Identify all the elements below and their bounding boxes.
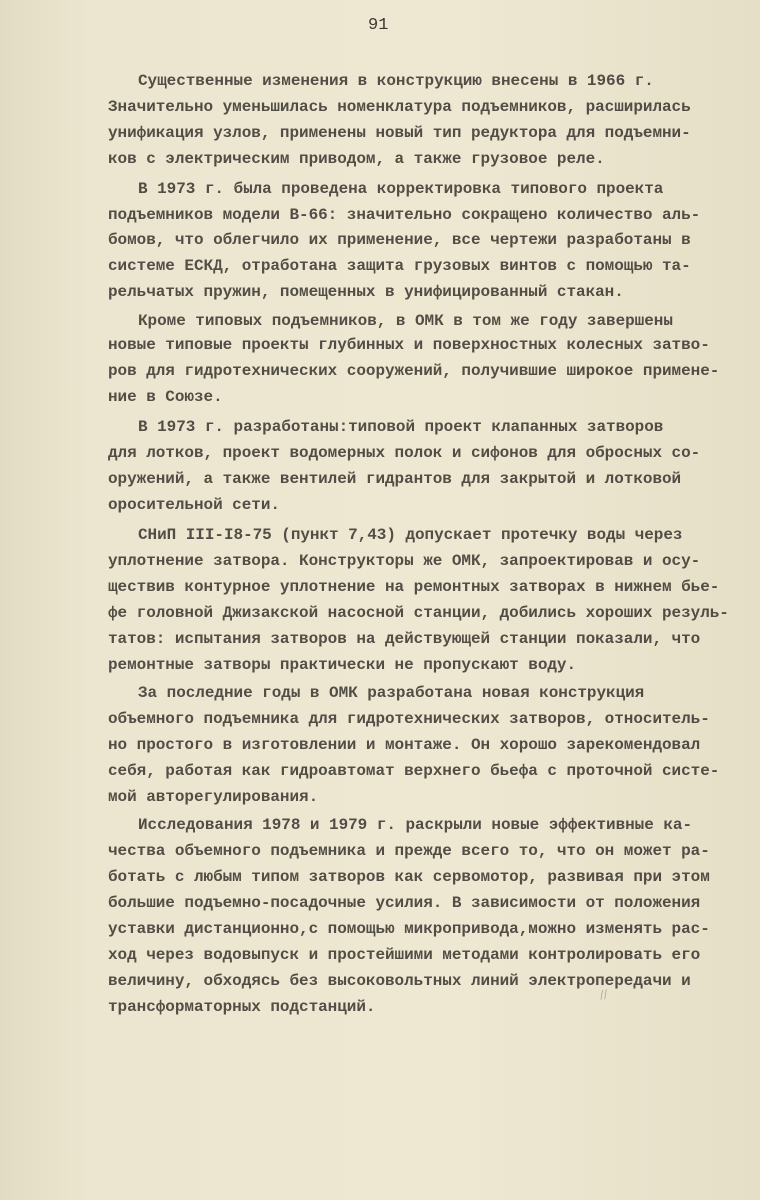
paragraph-line: ботать с любым типом затворов как сервомотор, развивая при этом xyxy=(108,868,710,886)
paragraph-line: новые типовые проекты глубинных и поверхностных колесных затво- xyxy=(108,336,710,354)
paragraph-first-line: Исследования 1978 и 1979 г. раскрыли новые эффективные ка- xyxy=(138,816,692,834)
paragraph-line: большие подъемно-посадочные усилия. В зависимости от положения xyxy=(108,894,701,912)
paragraph-line: бомов, что облегчило их применение, все чертежи разработаны в xyxy=(108,231,691,249)
paragraph-line: ние в Союзе. xyxy=(108,388,223,406)
paragraph-line: ход через водовыпуск и простейшими методами контролировать его xyxy=(108,946,701,964)
paragraph-first-line: В 1973 г. разработаны:типовой проект клапанных затворов xyxy=(138,418,664,436)
paragraph-line: системе ЕСКД, отработана защита грузовых винтов с помощью та- xyxy=(108,257,691,275)
paragraph-line: фе головной Джизакской насосной станции, добились хороших резуль- xyxy=(108,604,729,622)
paragraph-line: уставки дистанционно,с помощью микропривода,можно изменять рас- xyxy=(108,920,710,938)
paragraph-line: ков с электрическим приводом, а также грузовое реле. xyxy=(108,150,605,168)
paragraph-first-line: Кроме типовых подъемников, в ОМК в том же году завершены xyxy=(138,312,673,330)
page-number: 91 xyxy=(368,16,389,35)
paragraph-first-line: Существенные изменения в конструкцию внесены в 1966 г. xyxy=(138,72,654,90)
paragraph-line: оружений, а также вентилей гидрантов для закрытой и лотковой xyxy=(108,470,682,488)
paragraph-line: но простого в изготовлении и монтаже. Он хорошо зарекомендовал xyxy=(108,736,701,754)
paragraph-line: подъемников модели В-66: значительно сокращено количество аль- xyxy=(108,206,701,224)
paragraph-first-line: В 1973 г. была проведена корректировка типового проекта xyxy=(138,180,664,198)
paragraph-line: рельчатых пружин, помещенных в унифицированный стакан. xyxy=(108,283,624,301)
paragraph-line: величину, обходясь без высоковольтных линий электропередачи и xyxy=(108,972,691,990)
paragraph-line: трансформаторных подстанций. xyxy=(108,998,376,1016)
paragraph-first-line: За последние годы в ОМК разработана новая конструкция xyxy=(138,684,645,702)
paragraph-line: ществив контурное уплотнение на ремонтных затворах в нижнем бье- xyxy=(108,578,720,596)
paragraph-line: объемного подъемника для гидротехнических затворов, относитель- xyxy=(108,710,710,728)
paragraph-line: Значительно уменьшилась номенклатура подъемников, расширилась xyxy=(108,98,691,116)
paragraph-line: для лотков, проект водомерных полок и сифонов для обросных со- xyxy=(108,444,701,462)
paragraph-line: ремонтные затворы практически не пропускают воду. xyxy=(108,656,577,674)
paragraph-line: ров для гидротехнических сооружений, получившие широкое примене- xyxy=(108,362,720,380)
pencil-mark: // xyxy=(598,987,609,1004)
paragraph-line: мой авторегулирования. xyxy=(108,788,319,806)
paragraph-line: уплотнение затвора. Конструкторы же ОМК, запроектировав и осу- xyxy=(108,552,701,570)
paragraph-line: оросительной сети. xyxy=(108,496,280,514)
paragraph-first-line: СНиП III-I8-75 (пункт 7,43) допускает протечку воды через xyxy=(138,526,683,544)
paragraph-line: чества объемного подъемника и прежде всего то, что он может ра- xyxy=(108,842,710,860)
paragraph-line: себя, работая как гидроавтомат верхнего бьефа с проточной систе- xyxy=(108,762,720,780)
paragraph-line: унификация узлов, применены новый тип редуктора для подъемни- xyxy=(108,124,691,142)
paragraph-line: татов: испытания затворов на действующей станции показали, что xyxy=(108,630,701,648)
